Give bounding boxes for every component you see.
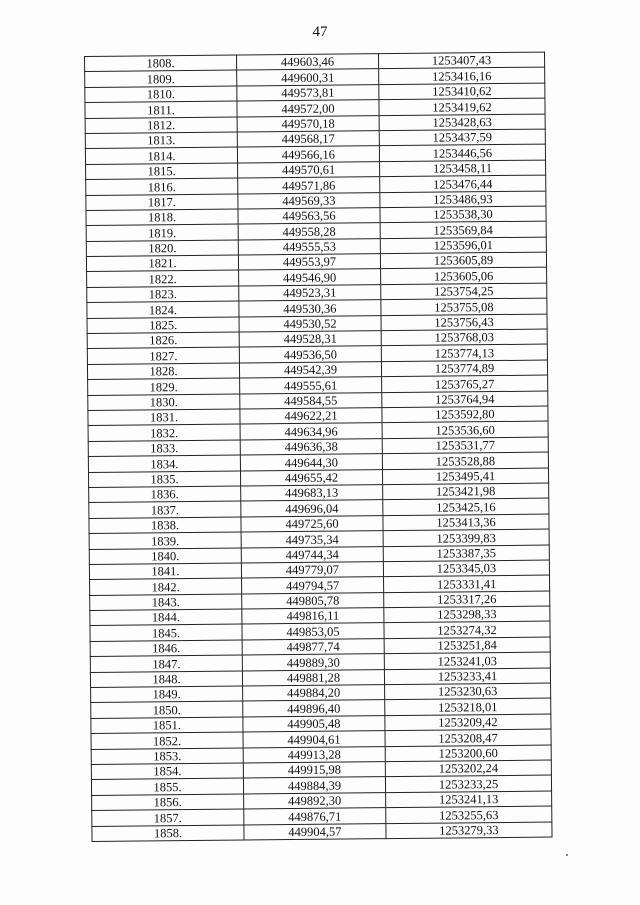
y-coordinate-cell: 1253605,89 xyxy=(380,252,546,269)
point-number-cell: 1838. xyxy=(89,517,241,534)
x-coordinate-cell: 449563,56 xyxy=(238,208,380,225)
point-number-cell: 1819. xyxy=(86,224,238,241)
point-number-cell: 1845. xyxy=(90,624,242,641)
x-coordinate-cell: 449571,86 xyxy=(238,177,380,194)
point-number-cell: 1832. xyxy=(88,424,240,441)
x-coordinate-cell: 449573,81 xyxy=(237,84,379,101)
y-coordinate-cell: 1253230,63 xyxy=(385,683,551,700)
x-coordinate-cell: 449905,48 xyxy=(243,715,385,732)
y-coordinate-cell: 1253233,41 xyxy=(384,668,550,685)
y-coordinate-cell: 1253569,84 xyxy=(380,221,546,238)
y-coordinate-cell: 1253241,03 xyxy=(384,652,550,669)
x-coordinate-cell: 449572,00 xyxy=(237,100,379,117)
x-coordinate-cell: 449655,42 xyxy=(240,469,382,486)
point-number-cell: 1851. xyxy=(91,717,243,734)
point-number-cell: 1837. xyxy=(89,501,241,518)
x-coordinate-cell: 449892,30 xyxy=(244,792,386,809)
page-number: 47 xyxy=(312,24,328,40)
y-coordinate-cell: 1253241,13 xyxy=(386,791,552,808)
x-coordinate-cell: 449853,05 xyxy=(242,623,384,640)
y-coordinate-cell: 1253768,03 xyxy=(381,329,547,346)
point-number-cell: 1817. xyxy=(86,194,238,211)
y-coordinate-cell: 1253458,11 xyxy=(380,160,546,177)
point-number-cell: 1823. xyxy=(87,286,239,303)
x-coordinate-cell: 449725,60 xyxy=(241,515,383,532)
x-coordinate-cell: 449569,33 xyxy=(238,192,380,209)
x-coordinate-cell: 449568,17 xyxy=(237,131,379,148)
y-coordinate-cell: 1253317,26 xyxy=(384,591,550,608)
x-coordinate-cell: 449566,16 xyxy=(237,146,379,163)
y-coordinate-cell: 1253274,32 xyxy=(384,622,550,639)
y-coordinate-cell: 1253407,43 xyxy=(378,52,544,69)
coordinates-table-body xyxy=(85,52,553,841)
point-number-cell: 1846. xyxy=(90,640,242,657)
point-number-cell: 1850. xyxy=(91,701,243,718)
x-coordinate-cell: 449523,31 xyxy=(239,285,381,302)
y-coordinate-cell: 1253592,80 xyxy=(382,406,548,423)
point-number-cell: 1830. xyxy=(88,394,240,411)
y-coordinate-cell: 1253255,63 xyxy=(386,806,552,823)
point-number-cell: 1844. xyxy=(90,609,242,626)
point-number-cell: 1831. xyxy=(88,409,240,426)
x-coordinate-cell: 449696,04 xyxy=(241,500,383,517)
y-coordinate-cell: 1253416,16 xyxy=(379,67,545,84)
x-coordinate-cell: 449553,97 xyxy=(238,254,380,271)
point-number-cell: 1835. xyxy=(88,471,240,488)
y-coordinate-cell: 1253413,36 xyxy=(383,514,549,531)
y-coordinate-cell: 1253387,35 xyxy=(383,545,549,562)
y-coordinate-cell: 1253536,60 xyxy=(382,421,548,438)
x-coordinate-cell: 449542,39 xyxy=(239,361,381,378)
x-coordinate-cell: 449528,31 xyxy=(239,331,381,348)
y-coordinate-cell: 1253279,33 xyxy=(386,822,552,839)
point-number-cell: 1824. xyxy=(87,301,239,318)
point-number-cell: 1812. xyxy=(85,117,237,134)
point-number-cell: 1821. xyxy=(86,255,238,272)
y-coordinate-cell: 1253531,77 xyxy=(382,437,548,454)
y-coordinate-cell: 1253755,08 xyxy=(381,298,547,315)
y-coordinate-cell: 1253421,98 xyxy=(383,483,549,500)
x-coordinate-cell: 449794,57 xyxy=(242,577,384,594)
y-coordinate-cell: 1253331,41 xyxy=(384,575,550,592)
y-coordinate-cell: 1253538,30 xyxy=(380,206,546,223)
x-coordinate-cell: 449530,52 xyxy=(239,315,381,332)
x-coordinate-cell: 449884,20 xyxy=(243,685,385,702)
y-coordinate-cell: 1253495,41 xyxy=(382,468,548,485)
y-coordinate-cell: 1253251,84 xyxy=(384,637,550,654)
point-number-cell: 1858. xyxy=(92,825,244,842)
point-number-cell: 1842. xyxy=(90,578,242,595)
coordinates-table-wrapper xyxy=(84,52,553,842)
y-coordinate-cell: 1253605,06 xyxy=(381,268,547,285)
y-coordinate-cell: 1253765,27 xyxy=(382,375,548,392)
x-coordinate-cell: 449904,57 xyxy=(244,823,386,840)
x-coordinate-cell: 449600,31 xyxy=(237,69,379,86)
x-coordinate-cell: 449555,53 xyxy=(238,238,380,255)
y-coordinate-cell: 1253476,44 xyxy=(380,175,546,192)
point-number-cell: 1828. xyxy=(87,363,239,380)
point-number-cell: 1854. xyxy=(91,763,243,780)
y-coordinate-cell: 1253200,60 xyxy=(385,745,551,762)
x-coordinate-cell: 449555,61 xyxy=(240,377,382,394)
x-coordinate-cell: 449913,28 xyxy=(243,746,385,763)
x-coordinate-cell: 449744,34 xyxy=(241,546,383,563)
y-coordinate-cell: 1253756,43 xyxy=(381,314,547,331)
x-coordinate-cell: 449876,71 xyxy=(244,808,386,825)
y-coordinate-cell: 1253345,03 xyxy=(383,560,549,577)
x-coordinate-cell: 449603,46 xyxy=(236,54,378,71)
point-number-cell: 1820. xyxy=(86,240,238,257)
point-number-cell: 1841. xyxy=(89,563,241,580)
y-coordinate-cell: 1253764,94 xyxy=(382,391,548,408)
coordinates-table xyxy=(84,52,553,842)
y-coordinate-cell: 1253528,88 xyxy=(382,452,548,469)
point-number-cell: 1833. xyxy=(88,440,240,457)
x-coordinate-cell: 449546,90 xyxy=(239,269,381,286)
point-number-cell: 1834. xyxy=(88,455,240,472)
x-coordinate-cell: 449644,30 xyxy=(240,454,382,471)
x-coordinate-cell: 449735,34 xyxy=(241,531,383,548)
point-number-cell: 1815. xyxy=(86,163,238,180)
x-coordinate-cell: 449636,38 xyxy=(240,438,382,455)
y-coordinate-cell: 1253419,62 xyxy=(379,98,545,115)
y-coordinate-cell: 1253428,63 xyxy=(379,114,545,131)
point-number-cell: 1825. xyxy=(87,317,239,334)
x-coordinate-cell: 449634,96 xyxy=(240,423,382,440)
y-coordinate-cell: 1253754,25 xyxy=(381,283,547,300)
point-number-cell: 1853. xyxy=(91,748,243,765)
x-coordinate-cell: 449915,98 xyxy=(243,762,385,779)
y-coordinate-cell: 1253437,59 xyxy=(379,129,545,146)
point-number-cell: 1827. xyxy=(87,347,239,364)
x-coordinate-cell: 449570,61 xyxy=(238,161,380,178)
point-number-cell: 1808. xyxy=(85,55,237,72)
x-coordinate-cell: 449530,36 xyxy=(239,300,381,317)
y-coordinate-cell: 1253596,01 xyxy=(380,237,546,254)
point-number-cell: 1818. xyxy=(86,209,238,226)
point-number-cell: 1809. xyxy=(85,70,237,87)
point-number-cell: 1840. xyxy=(89,548,241,565)
point-number-cell: 1855. xyxy=(91,778,243,795)
point-number-cell: 1852. xyxy=(91,732,243,749)
x-coordinate-cell: 449881,28 xyxy=(242,669,384,686)
point-number-cell: 1836. xyxy=(89,486,241,503)
x-coordinate-cell: 449889,30 xyxy=(242,654,384,671)
x-coordinate-cell: 449816,11 xyxy=(242,608,384,625)
y-coordinate-cell: 1253233,25 xyxy=(385,775,551,792)
x-coordinate-cell: 449805,78 xyxy=(242,592,384,609)
y-coordinate-cell: 1253410,62 xyxy=(379,83,545,100)
x-coordinate-cell: 449570,18 xyxy=(237,115,379,132)
point-number-cell: 1843. xyxy=(90,594,242,611)
y-coordinate-cell: 1253202,24 xyxy=(385,760,551,777)
y-coordinate-cell: 1253446,56 xyxy=(379,144,545,161)
x-coordinate-cell: 449904,61 xyxy=(243,731,385,748)
y-coordinate-cell: 1253298,33 xyxy=(384,606,550,623)
y-coordinate-cell: 1253209,42 xyxy=(385,714,551,731)
x-coordinate-cell: 449584,55 xyxy=(240,392,382,409)
y-coordinate-cell: 1253208,47 xyxy=(385,729,551,746)
point-number-cell: 1816. xyxy=(86,178,238,195)
scan-speck xyxy=(566,854,568,856)
point-number-cell: 1813. xyxy=(85,132,237,149)
x-coordinate-cell: 449622,21 xyxy=(240,408,382,425)
y-coordinate-cell: 1253774,89 xyxy=(381,360,547,377)
y-coordinate-cell: 1253218,01 xyxy=(385,698,551,715)
point-number-cell: 1829. xyxy=(88,378,240,395)
point-number-cell: 1811. xyxy=(85,101,237,118)
point-number-cell: 1822. xyxy=(87,270,239,287)
y-coordinate-cell: 1253399,83 xyxy=(383,529,549,546)
point-number-cell: 1839. xyxy=(89,532,241,549)
point-number-cell: 1847. xyxy=(90,655,242,672)
x-coordinate-cell: 449877,74 xyxy=(242,638,384,655)
point-number-cell: 1849. xyxy=(91,686,243,703)
point-number-cell: 1810. xyxy=(85,86,237,103)
x-coordinate-cell: 449558,28 xyxy=(238,223,380,240)
x-coordinate-cell: 449779,07 xyxy=(241,562,383,579)
x-coordinate-cell: 449884,39 xyxy=(243,777,385,794)
x-coordinate-cell: 449683,13 xyxy=(241,485,383,502)
point-number-cell: 1848. xyxy=(90,671,242,688)
point-number-cell: 1856. xyxy=(92,794,244,811)
y-coordinate-cell: 1253774,13 xyxy=(381,344,547,361)
point-number-cell: 1857. xyxy=(92,809,244,826)
point-number-cell: 1814. xyxy=(85,147,237,164)
y-coordinate-cell: 1253486,93 xyxy=(380,191,546,208)
x-coordinate-cell: 449536,50 xyxy=(239,346,381,363)
x-coordinate-cell: 449896,40 xyxy=(243,700,385,717)
point-number-cell: 1826. xyxy=(87,332,239,349)
y-coordinate-cell: 1253425,16 xyxy=(383,498,549,515)
